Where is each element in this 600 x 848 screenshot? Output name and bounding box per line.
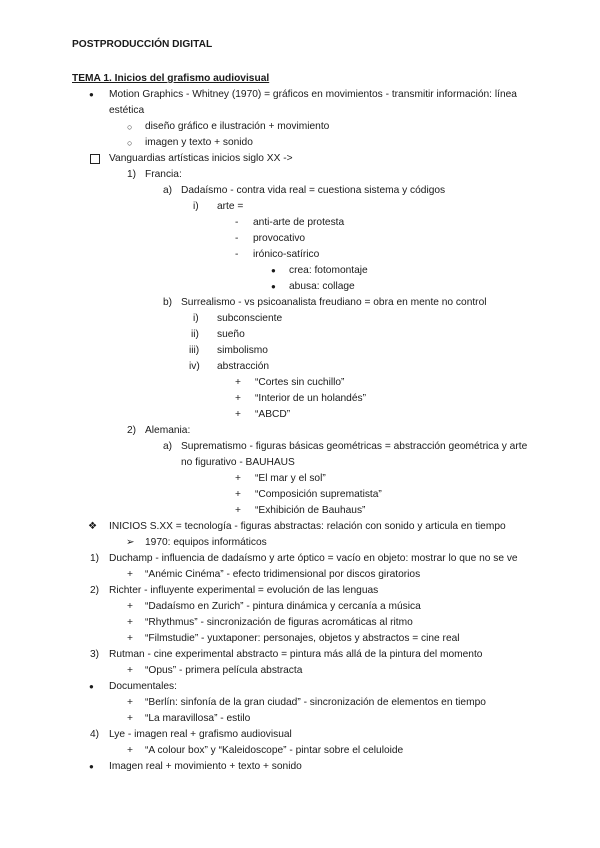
list-number: 4) bbox=[90, 729, 100, 740]
list-item: provocativo bbox=[253, 233, 306, 244]
list-item: “A colour box” y “Kaleidoscope” - pintar sobre el celuloide bbox=[145, 745, 404, 756]
list-item: “ABCD” bbox=[255, 409, 291, 420]
list-item: “Berlín: sinfonía de la gran ciudad” - sincronización de elementos en tiempo bbox=[145, 697, 486, 708]
list-item: “Exhibición de Bauhaus” bbox=[255, 505, 366, 516]
bullet-plus: + bbox=[127, 601, 133, 612]
checkbox-icon[interactable] bbox=[90, 154, 100, 164]
list-item: imagen y texto + sonido bbox=[145, 137, 253, 148]
list-item: “Cortes sin cuchillo” bbox=[255, 377, 345, 388]
list-item: subconsciente bbox=[217, 313, 283, 324]
list-number: 1) bbox=[90, 553, 100, 564]
list-item: Suprematismo - figuras básicas geométricas = abstracción geométrica y arte bbox=[181, 441, 528, 452]
bullet-arrow: ➢ bbox=[126, 537, 135, 548]
list-item: “Opus” - primera película abstracta bbox=[145, 665, 303, 676]
bullet-dash: - bbox=[235, 233, 239, 244]
list-number: 2) bbox=[90, 585, 100, 596]
bullet-plus: + bbox=[235, 409, 241, 420]
list-item: Rutman - cine experimental abstracto = pintura más allá de la pintura del momento bbox=[109, 649, 483, 660]
list-letter: a) bbox=[163, 441, 173, 452]
list-item: 1970: equipos informáticos bbox=[145, 537, 267, 548]
list-item: Vanguardias artísticas inicios siglo XX -> bbox=[109, 153, 293, 164]
list-item: “La maravillosa” - estilo bbox=[145, 713, 251, 724]
bullet-circle: ○ bbox=[127, 138, 133, 148]
list-item: crea: fotomontaje bbox=[289, 265, 368, 276]
list-letter: a) bbox=[163, 185, 173, 196]
bullet-plus: + bbox=[127, 713, 133, 724]
list-item: diseño gráfico e ilustración + movimiento bbox=[145, 121, 330, 132]
bullet-plus: + bbox=[127, 617, 133, 628]
list-number: 2) bbox=[127, 425, 137, 436]
list-roman: i) bbox=[193, 313, 199, 324]
bullet-dot: ● bbox=[271, 266, 276, 275]
list-item: Lye - imagen real + grafismo audiovisual bbox=[109, 729, 292, 740]
list-item: INICIOS S.XX = tecnología - figuras abstractas: relación con sonido y articula en tiempo bbox=[109, 521, 506, 532]
list-item: “Interior de un holandés” bbox=[255, 393, 366, 404]
list-roman: iii) bbox=[189, 345, 200, 356]
list-letter: b) bbox=[163, 297, 173, 308]
bullet-dash: - bbox=[235, 249, 239, 260]
list-item: Dadaísmo - contra vida real = cuestiona sistema y códigos bbox=[181, 185, 446, 196]
list-item: sueño bbox=[217, 329, 245, 340]
list-item: “Filmstudie” - yuxtaponer: personajes, objetos y abstractos = cine real bbox=[145, 633, 460, 644]
bullet-dash: - bbox=[235, 217, 239, 228]
list-item: abstracción bbox=[217, 361, 270, 372]
list-item: “Anémic Cinéma” - efecto tridimensional por discos giratorios bbox=[145, 569, 421, 580]
bullet-plus: + bbox=[127, 745, 133, 756]
list-item: “Rhythmus” - sincronización de figuras acromáticas al ritmo bbox=[145, 617, 413, 628]
doc-title: POSTPRODUCCIÓN DIGITAL bbox=[72, 39, 213, 50]
list-item: Imagen real + movimiento + texto + sonido bbox=[109, 761, 302, 772]
list-item: “Composición suprematista” bbox=[255, 489, 382, 500]
bullet-plus: + bbox=[127, 633, 133, 644]
list-roman: i) bbox=[193, 201, 199, 212]
list-item: Duchamp - influencia de dadaísmo y arte óptico = vacío en objeto: mostrar lo que no se ve bbox=[109, 553, 518, 564]
list-item: Alemania: bbox=[145, 425, 191, 436]
bullet-plus: + bbox=[127, 569, 133, 580]
list-number: 1) bbox=[127, 169, 137, 180]
bullet-plus: + bbox=[127, 697, 133, 708]
bullet-circle: ○ bbox=[127, 122, 133, 132]
bullet-plus: + bbox=[235, 377, 241, 388]
list-item: anti-arte de protesta bbox=[253, 217, 345, 228]
bullet-plus: + bbox=[235, 393, 241, 404]
list-item: Francia: bbox=[145, 169, 182, 180]
bullet-dot: ● bbox=[271, 282, 276, 291]
list-number: 3) bbox=[90, 649, 100, 660]
list-roman: ii) bbox=[191, 329, 199, 340]
list-item-continuation: estética bbox=[109, 105, 145, 116]
bullet-dot: ● bbox=[89, 762, 94, 771]
bullet-plus: + bbox=[127, 665, 133, 676]
bullet-dot: ● bbox=[89, 90, 94, 99]
list-item: Motion Graphics - Whitney (1970) = gráficos en movimientos - transmitir información: línea bbox=[109, 89, 517, 100]
bullet-dot: ● bbox=[89, 682, 94, 691]
section-heading: TEMA 1. Inicios del grafismo audiovisual bbox=[72, 73, 270, 84]
bullet-diamond: ❖ bbox=[88, 521, 98, 532]
list-item: Surrealismo - vs psicoanalista freudiano = obra en mente no control bbox=[181, 297, 487, 308]
list-item: abusa: collage bbox=[289, 281, 355, 292]
list-item: irónico-satírico bbox=[253, 249, 320, 260]
bullet-plus: + bbox=[235, 489, 241, 500]
list-item: “El mar y el sol” bbox=[255, 473, 326, 484]
list-item: Documentales: bbox=[109, 681, 177, 692]
list-item: Richter - influyente experimental = evolución de las lenguas bbox=[109, 585, 379, 596]
list-item-continuation: no figurativo - BAUHAUS bbox=[181, 457, 295, 468]
bullet-plus: + bbox=[235, 473, 241, 484]
bullet-plus: + bbox=[235, 505, 241, 516]
list-item: “Dadaísmo en Zurich” - pintura dinámica y cercanía a música bbox=[145, 601, 421, 612]
list-item: arte = bbox=[217, 201, 244, 212]
list-item: simbolismo bbox=[217, 345, 268, 356]
list-roman: iv) bbox=[189, 361, 200, 372]
